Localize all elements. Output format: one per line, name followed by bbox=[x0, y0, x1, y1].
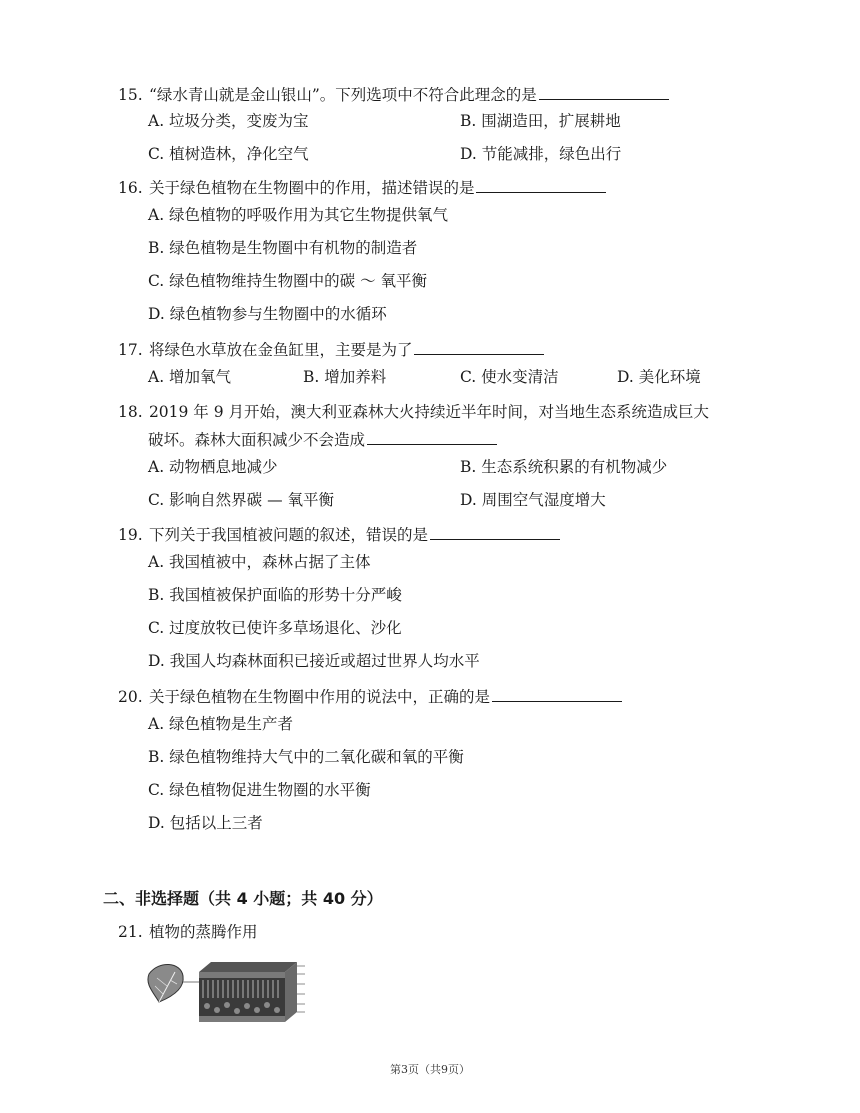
question-19 bbox=[118, 523, 560, 546]
option-c: C. 绿色植物促进生物圈的水平衡 bbox=[148, 781, 371, 799]
option-c: C. 绿色植物维持生物圈中的碳 ～ 氧平衡 bbox=[148, 272, 428, 290]
option-a: A. 增加氧气 bbox=[148, 368, 232, 386]
question-number: 18. bbox=[118, 403, 143, 421]
question-stem: 关于绿色植物在生物圈中的作用，描述错误的是 bbox=[148, 179, 475, 197]
question-stem: 将绿色水草放在金鱼缸里，主要是为了 bbox=[148, 341, 413, 359]
question-18-continued bbox=[148, 428, 497, 451]
leaf-structure-figure bbox=[145, 958, 325, 1030]
answer-blank[interactable] bbox=[367, 428, 497, 445]
leaf-icon bbox=[148, 964, 199, 1002]
option-c: C. 影响自然界碳 — 氧平衡 bbox=[148, 491, 335, 509]
question-15 bbox=[118, 83, 669, 106]
question-number: 16. bbox=[118, 179, 143, 197]
option-d: D. 周围空气湿度增大 bbox=[460, 491, 606, 509]
question-number: 15. bbox=[118, 86, 143, 104]
option-b: B. 围湖造田，扩展耕地 bbox=[460, 112, 621, 130]
leaf-cross-section bbox=[199, 962, 297, 1022]
question-20 bbox=[118, 685, 622, 708]
option-a: A. 我国植被中，森林占据了主体 bbox=[148, 553, 371, 571]
question-stem-continued: 破坏。森林大面积减少不会造成 bbox=[148, 431, 366, 449]
question-stem: “绿水青山就是金山银山”。下列选项中不符合此理念的是 bbox=[148, 86, 537, 104]
option-d: D. 我国人均森林面积已接近或超过世界人均水平 bbox=[148, 652, 480, 670]
answer-blank[interactable] bbox=[539, 83, 669, 100]
option-d: D. 美化环境 bbox=[617, 368, 701, 386]
option-c: C. 过度放牧已使许多草场退化、沙化 bbox=[148, 619, 402, 637]
question-number: 19. bbox=[118, 526, 143, 544]
answer-blank[interactable] bbox=[492, 685, 622, 702]
option-b: B. 绿色植物维持大气中的二氧化碳和氧的平衡 bbox=[148, 748, 464, 766]
option-a: A. 动物栖息地减少 bbox=[148, 458, 278, 476]
question-stem: 下列关于我国植被问题的叙述，错误的是 bbox=[148, 526, 428, 544]
question-21 bbox=[118, 921, 257, 943]
question-18 bbox=[118, 401, 709, 423]
option-d: D. 绿色植物参与生物圈中的水循环 bbox=[148, 305, 387, 323]
question-stem: 关于绿色植物在生物圈中作用的说法中，正确的是 bbox=[148, 688, 490, 706]
question-stem: 植物的蒸腾作用 bbox=[148, 923, 258, 941]
question-16 bbox=[118, 176, 606, 199]
option-a: A. 绿色植物是生产者 bbox=[148, 715, 294, 733]
option-b: B. 增加养料 bbox=[303, 368, 387, 386]
question-stem: 2019 年 9 月开始，澳大利亚森林大火持续近半年时间，对当地生态系统造成巨大 bbox=[148, 403, 710, 421]
question-number: 17. bbox=[118, 341, 143, 359]
answer-blank[interactable] bbox=[476, 176, 606, 193]
option-d: D. 节能减排，绿色出行 bbox=[460, 145, 622, 163]
option-c: C. 植树造林，净化空气 bbox=[148, 145, 309, 163]
answer-blank[interactable] bbox=[430, 523, 560, 540]
option-b: B. 生态系统积累的有机物减少 bbox=[460, 458, 668, 476]
question-number: 21. bbox=[118, 923, 143, 941]
page-footer: 第3页（共9页） bbox=[390, 1063, 470, 1076]
figure-label-lines bbox=[297, 966, 305, 1012]
option-a: A. 垃圾分类，变废为宝 bbox=[148, 112, 309, 130]
answer-blank[interactable] bbox=[414, 338, 544, 355]
option-b: B. 绿色植物是生物圈中有机物的制造者 bbox=[148, 239, 418, 257]
option-d: D. 包括以上三者 bbox=[148, 814, 263, 832]
option-b: B. 我国植被保护面临的形势十分严峻 bbox=[148, 586, 402, 604]
section-title: 二、非选择题（共 4 小题；共 40 分） bbox=[103, 889, 383, 908]
option-a: A. 绿色植物的呼吸作用为其它生物提供氧气 bbox=[148, 206, 449, 224]
question-number: 20. bbox=[118, 688, 143, 706]
option-c: C. 使水变清洁 bbox=[460, 368, 559, 386]
question-17 bbox=[118, 338, 544, 361]
